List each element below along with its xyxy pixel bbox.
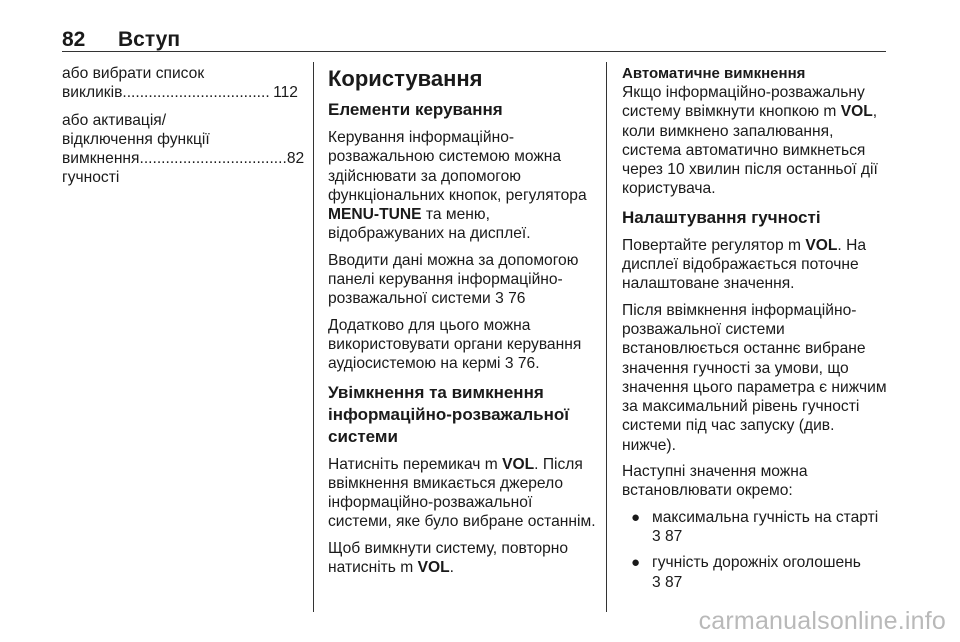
paragraph-text: . [449, 559, 455, 577]
paragraph-text: Вводити дані можна за допомогою панелі керування інформаційно-розважальної системи [328, 251, 579, 308]
paragraph-text: . На дисплеї відображається поточне налаштоване значення. [622, 236, 867, 293]
leader-dots: .................................. [139, 150, 287, 168]
paragraph-text: . [535, 355, 540, 373]
paragraph: Після ввімкнення інформаційно-розважальної системи встановлюється останнє вибране значення гучності за умови, що значення цього параметра є нижчим за максимальний рівень гучності системи під час запуску (див. нижче). [622, 301, 887, 454]
paragraph-text: Повертайте регулятор [622, 236, 788, 254]
list-item-text: гучність дорожніх оголошень [652, 554, 861, 572]
index-entry-text: або активація/ [62, 111, 167, 129]
column-divider-2 [606, 62, 607, 612]
section-title: Вступ [118, 28, 181, 51]
bullet-icon: ● [631, 508, 641, 526]
list-item [622, 553, 888, 592]
paragraph-text: Керування інформаційно-розважальною системою можна здійснювати за допомогою функціональних кнопок, регулятора [328, 129, 587, 204]
control-name: VOL [840, 103, 873, 121]
settings-list [622, 508, 888, 592]
index-entry-mute [62, 111, 305, 188]
index-entry-text: вимкнення гучності [62, 150, 140, 187]
usage-column [328, 64, 596, 584]
paragraph [328, 316, 596, 374]
column-divider-1 [313, 62, 314, 612]
subheading-controls: Елементи керування [328, 100, 503, 119]
index-entry-text: або вибрати список [62, 65, 205, 82]
paragraph [328, 455, 596, 532]
paragraph-text: Натисніть перемикач [328, 455, 485, 473]
subheading-auto-off: Автоматичне вимкнення [622, 65, 806, 82]
page-reference-link[interactable]: 3 76 [495, 290, 526, 308]
index-page-link[interactable]: 112 [273, 84, 298, 102]
page-number: 82 [62, 28, 86, 51]
paragraph [622, 83, 888, 199]
subheading-volume: Налаштування гучності [622, 207, 821, 227]
power-knob-icon: m [400, 559, 414, 577]
index-column [62, 64, 305, 188]
index-entry-leader [62, 83, 298, 102]
paragraph: Наступні значення можна встановлювати окремо: [622, 463, 808, 500]
volume-column [622, 64, 888, 599]
section-heading: Користування [328, 66, 483, 91]
index-entry-text: відключення функції [62, 130, 210, 148]
paragraph [328, 251, 596, 309]
watermark: carmanualsonline.info [698, 607, 946, 635]
index-page-link[interactable]: 82 [286, 150, 305, 168]
control-name: MENU-TUNE [328, 206, 422, 224]
control-name: VOL [502, 455, 535, 473]
control-name: VOL [417, 559, 450, 577]
paragraph-text: . Після ввімкнення вмикається джерело інформаційно-розважальної системи, яке було вибране останнім. [328, 455, 596, 531]
power-knob-icon: m [788, 236, 801, 254]
paragraph-text: та меню, відображуваних на дисплеї. [328, 206, 531, 243]
paragraph-text: Додатково для цього можна використовувати органи керування аудіосистемою на кермі [328, 316, 582, 373]
paragraph-text: Якщо інформаційно-розважальну систему ввімкнути кнопкою [622, 84, 865, 121]
list-item-text: максимальна гучність на старті [652, 508, 879, 526]
list-item [622, 508, 888, 547]
header-rule [62, 51, 886, 52]
paragraph-text: Щоб вимкнути систему, повторно натисніть [328, 539, 569, 577]
subheading-power: Увімкнення та вимкнення інформаційно-розважальної системи [328, 382, 570, 446]
page-reference-link[interactable]: 3 87 [652, 573, 683, 591]
index-entry-call-list [62, 64, 298, 103]
leader-dots: .................................. [122, 84, 270, 102]
power-knob-icon: m [823, 103, 837, 121]
paragraph-text: , коли вимкнено запалювання, система автоматично вимкнеться через 10 хвилин після останньої дії користувача. [622, 103, 878, 198]
paragraph [328, 128, 596, 244]
page-reference-link[interactable]: 3 76 [504, 355, 536, 373]
index-entry-leader [62, 149, 305, 188]
paragraph [328, 539, 596, 578]
paragraph [622, 236, 888, 294]
page-header [62, 28, 886, 52]
bullet-icon: ● [631, 554, 641, 572]
page-reference-link[interactable]: 3 87 [652, 527, 683, 545]
control-name: VOL [805, 236, 838, 254]
index-entry-text: викликів [62, 84, 123, 102]
power-knob-icon: m [484, 455, 498, 473]
